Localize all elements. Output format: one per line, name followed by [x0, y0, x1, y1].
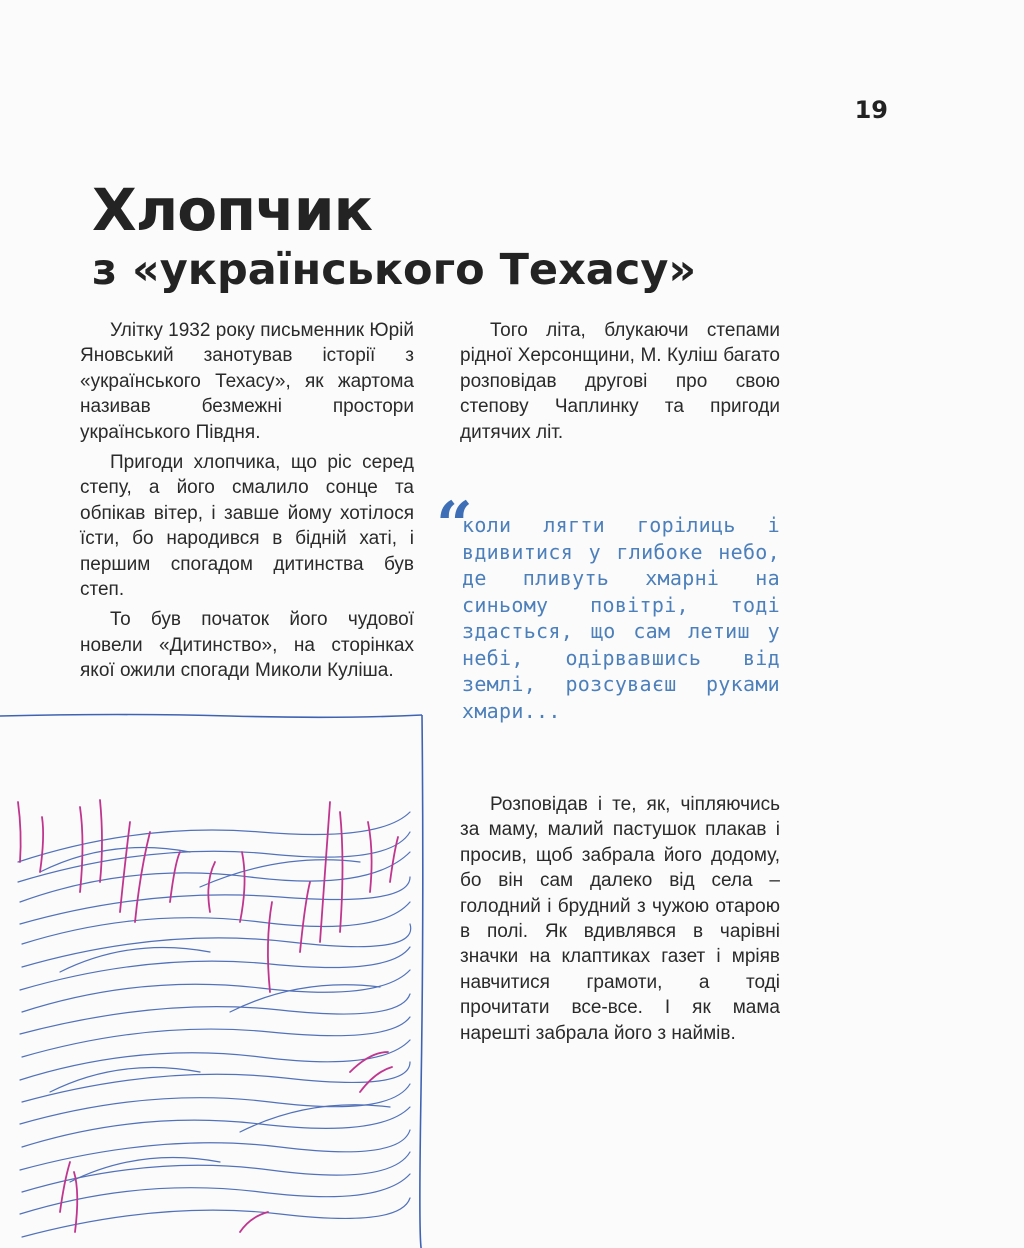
- right-column-top: [460, 318, 780, 450]
- left-paragraph-2: Пригоди хлопчика, що ріс серед степу, а його смалило сонце та обпікав вітер, і завше йому хотілося їсти, бо народився в бідній хаті, і першим спогадом дитинства був степ.: [80, 452, 414, 601]
- left-paragraph-3: То був початок його чудової новели «Дитинство», на сторінках якої ожили спогади Миколи Куліша.: [80, 609, 414, 682]
- magenta-grass-stems: [18, 800, 398, 1232]
- title-line-1: Хлопчик: [92, 176, 372, 244]
- steppe-grass-illustration: [0, 712, 440, 1248]
- title-line-2: з «українського Техасу»: [92, 245, 697, 295]
- left-paragraph-1: Улітку 1932 року письменник Юрій Яновський занотував історії з «українського Техасу», як жартома називав безмежні простори українського Півдня.: [80, 320, 414, 443]
- left-column: [80, 318, 414, 689]
- right-column-bottom: [460, 792, 780, 1051]
- page-number: 19: [854, 96, 888, 124]
- right-paragraph-1: Того літа, блукаючи степами рідної Херсонщини, М. Куліш багато розповідав другові про свою степову Чаплинку та пригоди дитячих літ.: [460, 320, 780, 443]
- article-title: [92, 178, 696, 296]
- quote-mark-icon: “: [436, 488, 473, 563]
- illustration-frame: [0, 715, 423, 1248]
- right-paragraph-2: Розповідав і те, як, чіпляючись за маму, малий пастушок плакав і просив, щоб забрала його додому, бо він сам далеко від села – голодний і брудний з чужою отарою в полі. Як вдивлявся в чарівні значки на клаптиках газет і мріяв навчитися грамоти, а тоді прочитати все-все. І як мама нарешті забрала його з наймів.: [460, 794, 780, 1044]
- blue-grass-strokes: [18, 812, 411, 1237]
- pull-quote: коли лягти горілиць і вдивитися у глибоке небо, де пливуть хмарні на синьому повітрі, тоді здасться, що сам летиш у небі, одірвавшись від землі, розсуваєш руками хмари...: [462, 513, 780, 723]
